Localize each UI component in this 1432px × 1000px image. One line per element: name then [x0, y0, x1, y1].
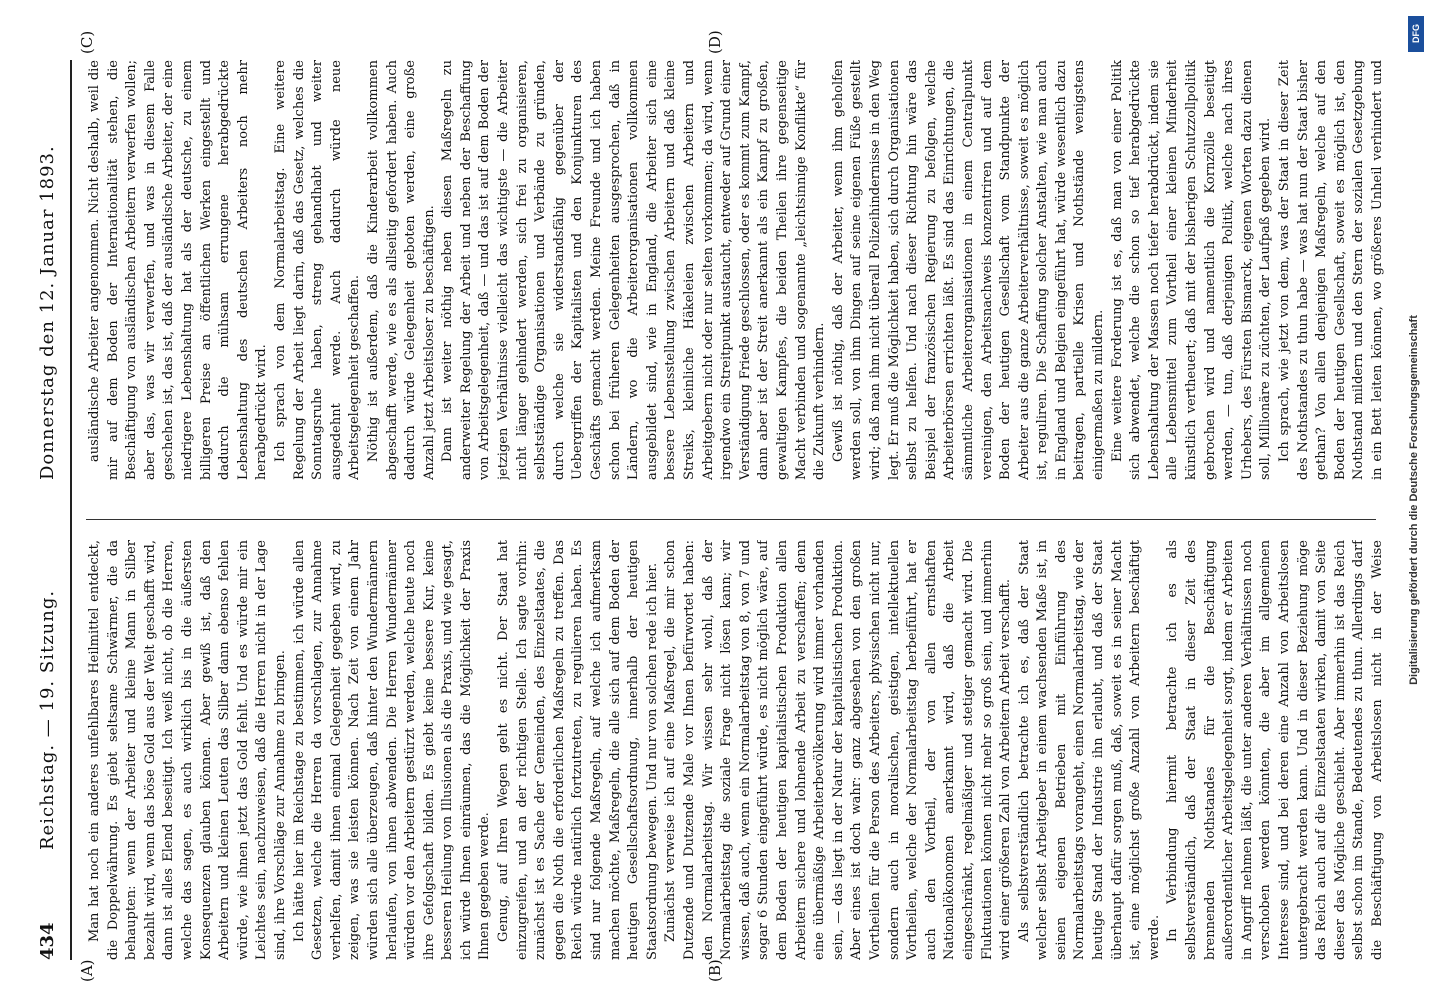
paragraph: Nöthig ist außerdem, daß die Kinderarbeit vollkommen abgeschafft werde, wie es als allseitig gefordert haben. Auch dadurch würde Gelegenheit geboten werden, eine große Anzahl jetzt Arbeitsloser zu beschäftigen.	[365, 60, 437, 480]
paragraph: ausländische Arbeiter angenommen. Nicht deshalb, weil die mir auf dem Boden der Internationalität stehen, die Beschäftigung von ausländischen Arbeitern verwerfen wollen; aber das, was wir verwerfen, und was in diesem Falle geschehen ist, das ist, daß der ausländische Arbeiter, der eine niedrigere Lebenshaltung hat als der deutsche, zu einem billigeren Preise an öffentlichen Werken eingestellt und dadurch die mühsam errungene herabgedrückte Lebenshaltung des deutschen Arbeiters noch mehr herabgedrückt wird.	[87, 60, 270, 480]
header-rule	[70, 60, 72, 960]
digitization-credit	[1402, 20, 1426, 980]
paragraph: Ich sprach, wie jetzt von dem, was der Staat in dieser Zeit des Nothstandes zu thun habe — was hat nun der Staat bisher gethan? Von allen denjenigen Maßregeln, welche auf den Boden der heutigen Gesellschaft, soweit es möglich ist, den Nothstand mildern und den Stern der sozialen Gesetzgebung in ein Bett leiten können, wo größeres Unheil verhindert und	[1277, 60, 1385, 480]
margin-marker-b: (B)	[706, 959, 724, 982]
credit-text: Digitalisierung gefördert durch die Deutsche Forschungsgemeinschaft	[1408, 315, 1420, 685]
column-divider	[86, 519, 1376, 520]
paragraph: Ich sprach von dem Normalarbeitstag. Eine weitere Regelung der Arbeit liegt darin, daß das Gesetz, welches die Sonntagsruhe haben, streng gehandhabt und weiter ausgedehnt werde. Auch dadurch würde neue Arbeitsgelegenheit geschaffen.	[272, 60, 363, 480]
page-number: 434	[37, 922, 58, 960]
paragraph: Man hat noch ein anderes unfehlbares Heilmittel entdeckt, die Doppelwährung. Es giebt seltsame Schwärmer, die da behaupten: wenn der Arbeiter und kleine Mann in Silber bezahlt wird, wenn das böse Gold aus der Welt geschafft wird, dann ist alles Elend beseitigt. Ich weiß nicht, ob die Herren, welche das sagen, es auch wirklich bis in die äußersten Konsequenzen glauben können. Aber gewiß ist, daß den Arbeitern und kleinen Leuten das Silber dann ebenso fehlen würde, wie ihnen jetzt das Gold fehlt. Und es würde mir ein Leichtes sein, nachzuweisen, daß die Herren nicht in der Lage sind, ihre Vorschläge zur Annahme zu bringen.	[87, 540, 288, 960]
margin-marker-d: (D)	[706, 30, 724, 54]
margin-marker-c: (C)	[78, 30, 96, 54]
right-text-column	[86, 60, 1386, 480]
running-header	[30, 60, 66, 960]
paragraph: Als selbstverständlich betrachte ich es, daß der Staat welcher selbst Arbeitgeber in einem wachsenden Maße ist, in seinen eigenen Betrieben mit Einführung des Normalarbeitstags vorangeht, einen Normalarbeitstag, wie der heutige Stand der Industrie ihn erlaubt, und daß der Staat überhaupt dafür sorgen muß, daß, soweit es in seiner Macht ist, eine möglichst große Anzahl von Arbeitern beschäftigt werde.	[1016, 540, 1162, 960]
header-date: Donnerstag den 12. Januar 1893.	[37, 145, 58, 480]
paragraph: Genug, auf Ihren Wegen geht es nicht. Der Staat hat einzugreifen, und an der richtigen Stelle. Ich sagte vorhin: zunächst ist es Sache der Gemeinden, des Einzelstaates, die gegen die Noth die erforderlichen Maßregeln zu treffen. Das Reich würde natürlich fortzutreten, zu regulieren haben. Es sind nur folgende Maßregeln, auf welche ich aufmerksam machen möchte, Maßregeln, die alle sich auf dem Boden der heutigen Gesellschaftsordnung, innerhalb der heutigen Staatsordnung bewegen. Und nur von solchen rede ich hier.	[496, 540, 660, 960]
paragraph: In Verbindung hiermit betrachte ich es als selbstverständlich, daß der Staat in dieser Zeit des brennenden Nothstandes für die Beschäftigung außerordentlicher Arbeitsgelegenheit sorgt, indem er Arbeiten in Angriff nehmen läßt, die unter anderen Verhältnissen noch verschoben werden könnten, die aber im allgemeinen Interesse sind, und bei deren eine Anzahl von Arbeitslosen untergebracht werden kann. Und in dieser Beziehung möge das Reich auch auf die Einzelstaaten wirken, damit von Seite dieser das Mögliche geschieht. Aber immerhin ist das Reich selbst schon im Stande, Bedeutendes zu thun. Allerdings darf die Beschäftigung von Arbeitslosen nicht in der Weise	[1165, 540, 1385, 960]
margin-marker-a: (A)	[78, 959, 96, 982]
dfg-logo: DFG	[1408, 16, 1424, 52]
rotated-sheet	[16, 30, 1416, 990]
header-session-title: Reichstag. — 19. Sitzung.	[37, 589, 58, 850]
paragraph: Dann ist weiter nöthig neben diesen Maßregeln zu anderweiter Regelung der Arbeit und neben der Beschaffung von Arbeitsgelegenheit, daß — und das ist auf dem Boden der jetzigen Verhältnisse vielleicht das wichtigste — die Arbeiter nicht länger gehindert werden, sich frei zu organisieren, selbstständige Organisationen und Verbände zu gründen, durch welche sie widerstandsfähig gegenüber der Uebergriffen der Kapitalisten und den Konjunkturen des Geschäfts gemacht werden. Meine Freunde und ich haben schon bei früheren Gelegenheiten ausgesprochen, daß in Ländern, wo die Arbeiterorganisationen vollkommen ausgebildet sind, wie in England, die Arbeiter sich eine bessere Lebensstellung zwischen Arbeitern und daß kleine Streiks, kleinliche Häkeleien zwischen Arbeitern und Arbeitgebern nicht oder nur selten vorkommen; da wird, wenn irgendwo ein Streitpunkt austaucht, entweder auf Grund einer Verständigung Friede geschlossen, oder es kommt zum Kampf, dann aber ist der Streit anerkannt als ein Kampf zu großen, gewaltigen Kampfes, die beiden Theilen ihre gegenseitige Macht verbinden und sogenannte „leichtsinnige Konflikte“ für die Zukunft verhindern.	[440, 60, 828, 480]
left-text-column	[86, 540, 1386, 960]
paragraph: Zunächst verweise ich auf eine Maßregel, die mir schon Dutzende und Dutzende Male vor Ihnen befürwortet haben: den Normalarbeitstag. Wir wissen sehr wohl, daß der Normalarbeitstag die soziale Frage nicht lösen kann; wir wissen, daß auch, wenn ein Normalarbeitstag von 8, von 7 und sogar 6 Stunden eingeführt würde, es nicht möglich wäre, auf dem Boden der heutigen kapitalistischen Produktion allen Arbeitern sichere und lohnende Arbeit zu verschaffen; denn eine übermäßige Arbeiterbevölkerung wird immer vorhanden sein, — das liegt in der Natur der kapitalistischen Produktion. Aber eines ist doch wahr: ganz abgesehen von den großen Vortheilen für die Person des Arbeiters, physischen nicht nur, sondern auch in moralischen, geistigen, intellektuellen Vortheilen, welche der Normalarbeitstag herbeiführt, hat er auch den Vortheil, der von allen ernsthaften Nationalökonomen anerkannt wird, daß die Arbeit eingeschränkt, regelmäßiger und stetiger gemacht wird. Die Fluktuationen können nicht mehr so groß sein, und immerhin wird einer größeren Zahl von Arbeitern Arbeit verschafft.	[663, 540, 1014, 960]
paragraph: Ich hätte hier im Reichstage zu bestimmen, ich würde allen Gesetzen, welche die Herren da vorschlagen, zur Annahme verhelfen, damit ihnen einmal Gelegenheit gegeben wird, zu zeigen, was sie leisten können. Nach Zeit von einem Jahr würden sich alle überzeugen, daß hinter den Wundermännern herlaufen, von ihnen abwenden. Die Herren Wundermänner würden vor den Arbeitern gestürzt werden, welche heute noch ihre Gefolgschaft bilden. Es giebt keine bessere Kur, keine besseren Heilung von Illusionen als die Praxis, und wie gesagt, ich würde Ihnen einräumen, das die Möglichkeit der Praxis Ihnen gegeben werde.	[291, 540, 493, 960]
paragraph: Eine weitere Forderung ist es, daß man von einer Politik sich abwendet, welche die schon so tief herabgedrückte Lebenshaltung der Massen noch tiefer herabdrückt, indem sie alle Lebensmittel zum Vortheil einer kleinen Minderheit künstlich vertheuert; daß mit der bisherigen Schutzzollpolitik gebrochen wird und namentlich die Kornzölle beseitigt werden, — tun, daß derjenigen Politik, welche nach ihres Urhebers, des Fürsten Bismarck, eigenen Worten dazu dienen soll, Millionäre zu züchten, der Laufpaß gegeben wird.	[1109, 60, 1274, 480]
paragraph: Gewiß ist nöthig, daß der Arbeiter, wenn ihm geholfen werden soll, von ihm Dingen auf seine eigenen Füße gestellt wird; daß man ihm nicht überall Polizeihindernisse in den Weg legt. Er muß die Möglichkeit haben, sich durch Organisationen selbst zu helfen. Und nach dieser Richtung hin wäre das Beispiel der französischen Regierung zu befolgen, welche Arbeiterbörsen errichten läßt. Es sind das Einrichtungen, die sämmtliche Arbeiterorganisationen in einem Centralpunkt vereinigen, den Arbeitsnachweis konzentriren und auf dem Boden der heutigen Gesellschaft vom Standpunkte der Arbeiter aus die ganze Arbeiterverhältnisse, soweit es möglich ist, reguliren. Die Schaffung solcher Anstalten, wie man auch in England und Belgien eingeführt hat, würde wesentlich dazu beitragen, partielle Krisen und Nothstände wenigstens einigermaßen zu mildern.	[830, 60, 1107, 480]
